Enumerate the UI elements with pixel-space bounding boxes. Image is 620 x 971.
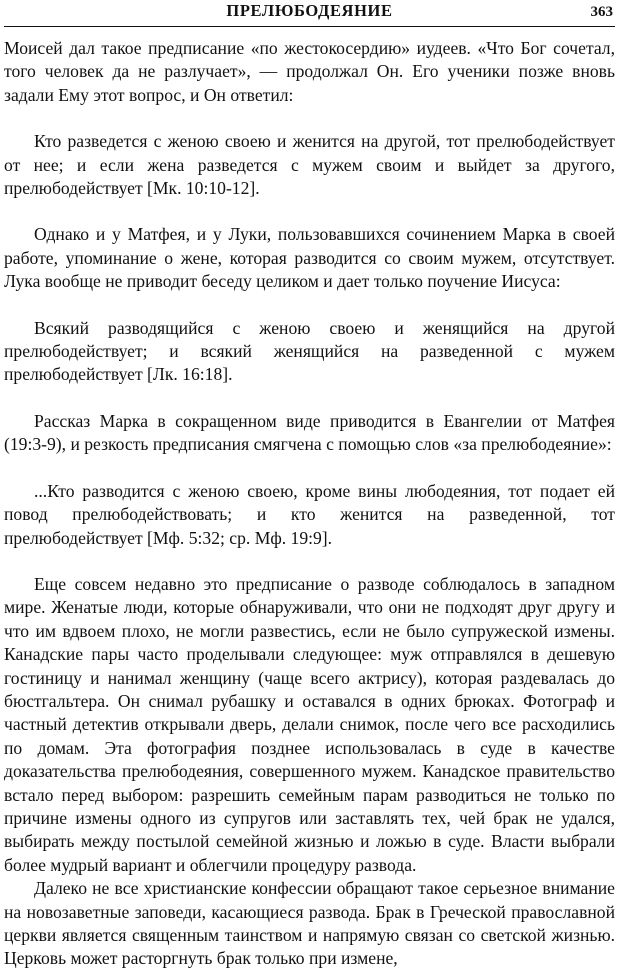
quote-matthew-5: ...Кто разводится с женою своею, кроме вины любодеяния, тот подает ей повод прелюбодействовать; и кто женится на разведенной, тот прелюбодействует [Мф. 5:32; ср. Мф. 19:9]. xyxy=(4,480,615,548)
paragraph-1: Моисей дал такое предписание «по жестокосердию» иудеев. «Что Бог сочетал, того человек да не разлучает», — продолжал Он. Его ученики позже вновь задали Ему этот вопрос, и Он ответил: xyxy=(4,38,615,105)
page-header xyxy=(4,0,615,27)
paragraph-5: Далеко не все христианские конфессии обращают такое серьезное внимание на новозаветные заповеди, касающиеся развода. Брак в Греческой православной церкви является священным таинством и напрямую связан со светской жизнью. Церковь может расторгнуть брак только при измене, xyxy=(4,878,615,969)
paragraph-2: Однако и у Матфея, и у Луки, пользовавшихся сочинением Марка в своей работе, упоминание о жене, которая разводится со своим мужем, отсутствует. Лука вообще не приводит беседу целиком и дает только поучение Иисуса: xyxy=(4,224,615,292)
quote-mark-10: Кто разведется с женою своею и женится на другой, тот прелюбодействует от нее; и если жена разведется с мужем своим и выйдет за другого, прелюбодействует [Мк. 10:10-12]. xyxy=(4,131,615,199)
body-text xyxy=(4,37,615,971)
paragraph-3: Рассказ Марка в сокращенном виде приводится в Евангелии от Матфея (19:3-9), и резкость предписания смягчена с помощью слов «за прелюбодеяние»: xyxy=(4,410,615,455)
quote-luke-16: Всякий разводящийся с женою своею и женящийся на другой прелюбодействует; и всякий женящийся на разведенной с мужем прелюбодействует [Лк. 16:18]. xyxy=(4,317,615,385)
page-number: 363 xyxy=(590,4,613,20)
paragraph-4: Еще совсем недавно это предписание о разводе соблюдалось в западном мире. Женатые люди, которые обнаруживали, что они не подходят друг другу и что им вдвоем плохо, не могли развестись, если не было супружеской измены. Канадские пары часто проделывали следующее: муж отправлялся в дешевую гостиницу и нанимал женщину (чаще всего актрису), которая раздевалась до бюстгальтера. Он снимал рубашку и оставался в одних брюках. Фотограф и частный детектив открывали дверь, делали снимок, после чего все расходились по домам. Эта фотография позднее использовалась в суде в качестве доказательства прелюбодеяния, совершенного мужем. Канадское правительство встало перед выбором: разрешить семейным парам разводиться не только по причине измены одного из супругов или заставлять тех, чей брак не удался, выбирать между постылой семейной жизнью и ложью в суде. Власти выбрали более мудрый вариант и облегчили процедуру развода. xyxy=(4,573,615,875)
running-title: ПРЕЛЮБОДЕЯНИЕ xyxy=(226,1,393,20)
